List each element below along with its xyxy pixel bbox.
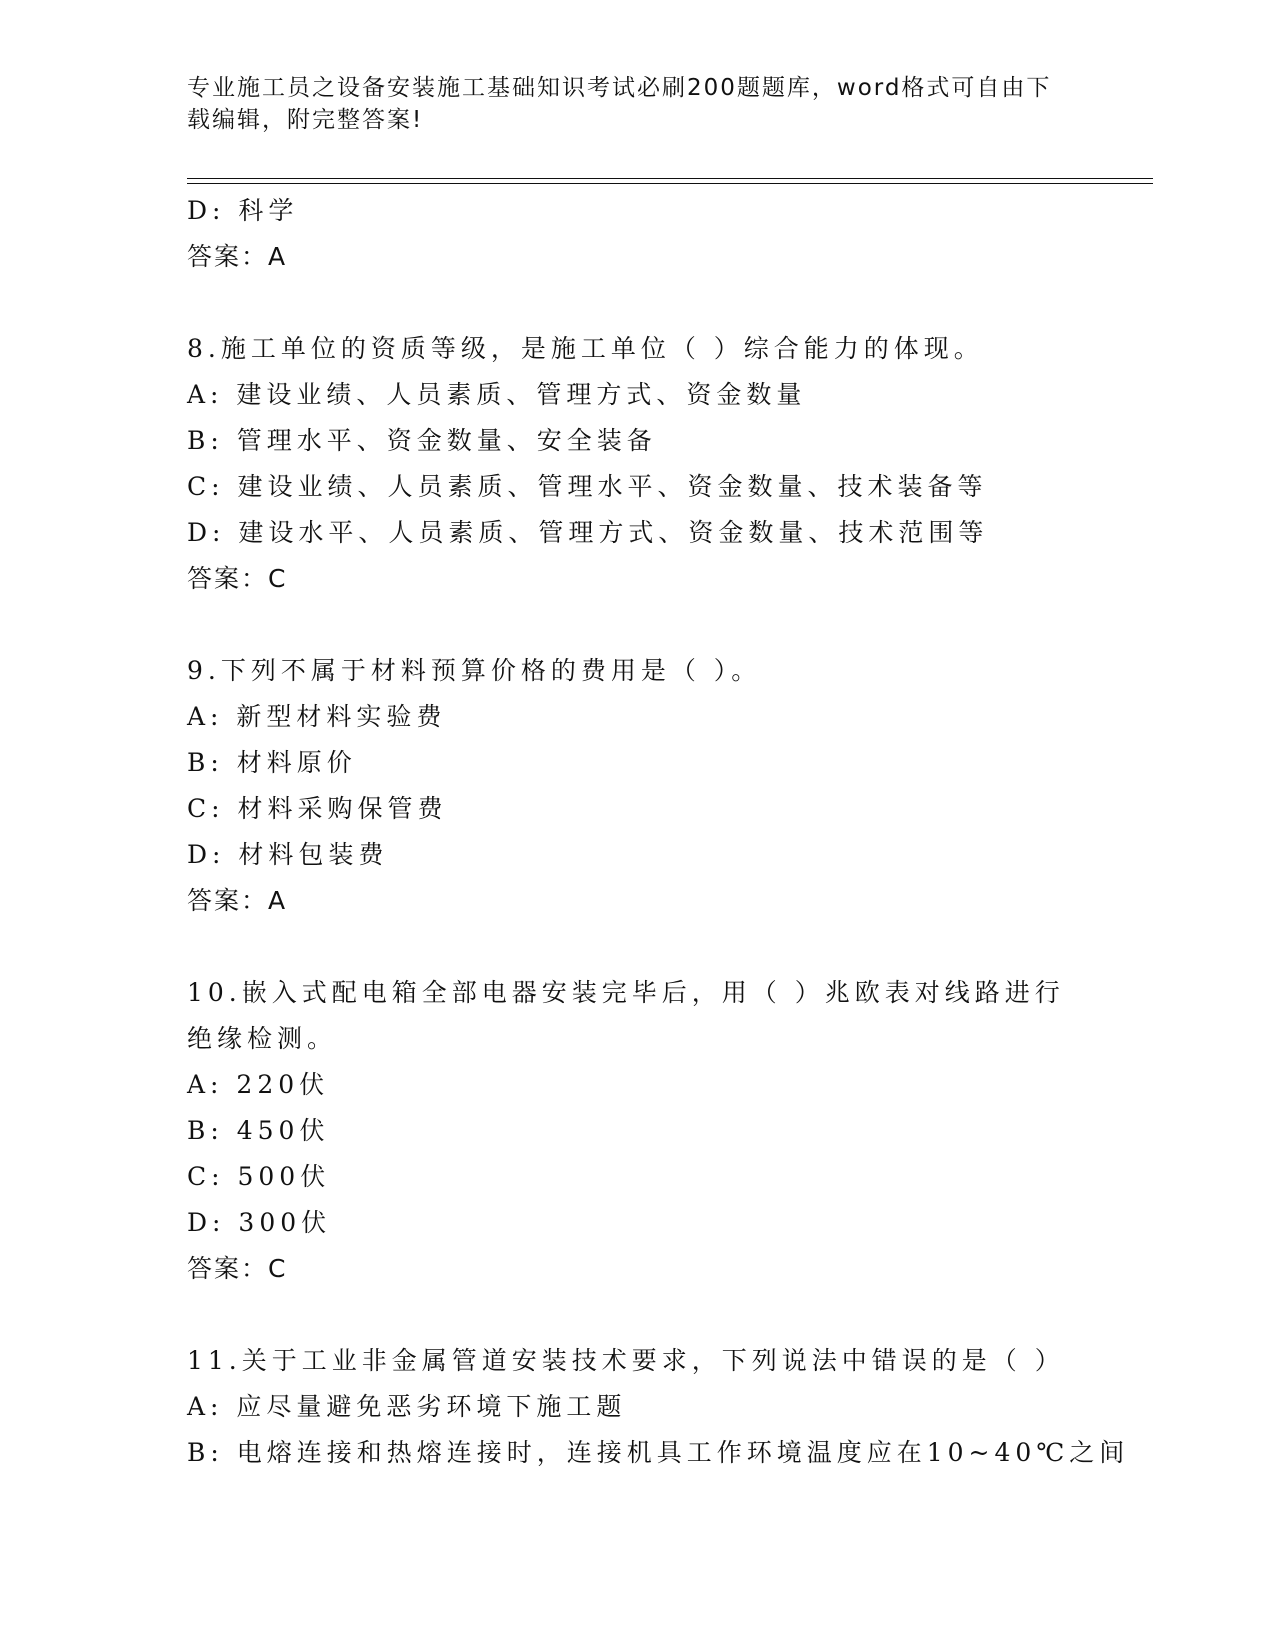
- header-divider-bottom: [187, 183, 1153, 184]
- question-stem: 11.关于工业非金属管道安装技术要求，下列说法中错误的是（ ）: [187, 1346, 1065, 1375]
- answer: 答案：A: [187, 886, 288, 915]
- question-8: [187, 326, 1087, 602]
- question-stem: 9.下列不属于材料预算价格的费用是（ ）。: [187, 656, 762, 685]
- option-c: C: 建设业绩、人员素质、管理水平、资金数量、技术装备等: [187, 472, 988, 501]
- question-stem: 10.嵌入式配电箱全部电器安装完毕后，用（ ）兆欧表对线路进行绝缘检测。: [187, 978, 1065, 1053]
- option-d: D: 建设水平、人员素质、管理方式、资金数量、技术范围等: [187, 518, 989, 547]
- prev-option-d: D: 科学: [187, 196, 299, 225]
- option-b: B: 材料原价: [187, 748, 357, 777]
- question-list: [187, 188, 1130, 1476]
- option-a: A: 新型材料实验费: [187, 702, 447, 731]
- option-b: B: 电熔连接和热熔连接时，连接机具工作环境温度应在10~40℃之间: [187, 1438, 1130, 1467]
- spacer: [187, 602, 1087, 648]
- option-b: B: 450伏: [187, 1116, 330, 1145]
- option-a: A: 应尽量避免恶劣环境下施工题: [187, 1392, 627, 1421]
- option-a: A: 220伏: [187, 1070, 330, 1099]
- spacer: [187, 280, 1087, 326]
- answer: 答案：C: [187, 1254, 288, 1283]
- page-header: 专业施工员之设备安装施工基础知识考试必刷200题题库，word格式可自由下载编辑，附完整答案!: [187, 75, 1052, 133]
- question-11: [187, 1338, 1130, 1476]
- option-d: D: 300伏: [187, 1208, 332, 1237]
- option-c: C: 500伏: [187, 1162, 331, 1191]
- option-d: D: 材料包装费: [187, 840, 389, 869]
- answer: 答案：C: [187, 564, 288, 593]
- option-c: C: 材料采购保管费: [187, 794, 448, 823]
- spacer: [187, 924, 1087, 970]
- option-a: A: 建设业绩、人员素质、管理方式、资金数量: [187, 380, 807, 409]
- spacer: [187, 1292, 1087, 1338]
- option-b: B: 管理水平、资金数量、安全装备: [187, 426, 657, 455]
- prev-answer: 答案：A: [187, 242, 288, 271]
- question-9: [187, 648, 1087, 924]
- header-divider-top: [187, 178, 1153, 179]
- question-stem: 8.施工单位的资质等级，是施工单位（ ）综合能力的体现。: [187, 334, 984, 363]
- question-10: [187, 970, 1087, 1292]
